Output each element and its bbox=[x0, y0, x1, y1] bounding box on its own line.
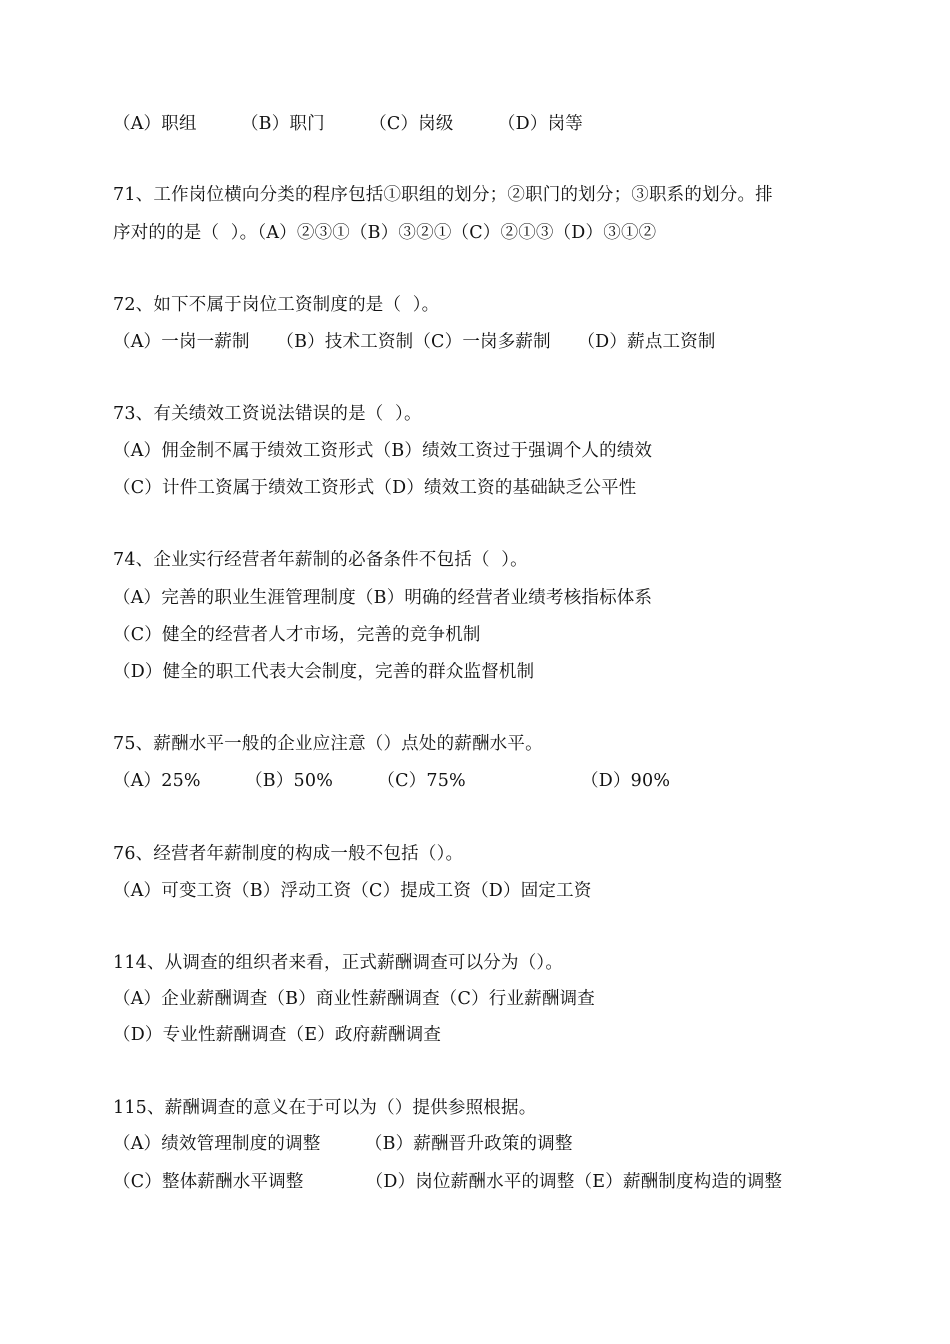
q70-options: （A）职组 （B）职门 （C）岗级 （D）岗等 bbox=[113, 114, 583, 134]
q74-stem: 74、企业实行经营者年薪制的必备条件不包括（ ）。 bbox=[113, 550, 528, 570]
q76-stem: 76、经营者年薪制度的构成一般不包括（）。 bbox=[113, 844, 464, 864]
q73-options-1: （A）佣金制不属于绩效工资形式（B）绩效工资过于强调个人的绩效 bbox=[113, 441, 653, 461]
q115-stem: 115、薪酬调查的意义在于可以为（）提供参照根据。 bbox=[113, 1098, 537, 1118]
q75-stem: 75、薪酬水平一般的企业应注意（）点处的薪酬水平。 bbox=[113, 734, 543, 754]
q71-stem: 71、工作岗位横向分类的程序包括①职组的划分；②职门的划分；③职系的划分。排 bbox=[113, 185, 773, 205]
q73-stem: 73、有关绩效工资说法错误的是（ ）。 bbox=[113, 404, 422, 424]
q114-options-2: （D）专业性薪酬调查（E）政府薪酬调查 bbox=[113, 1025, 442, 1045]
q72-stem: 72、如下不属于岗位工资制度的是（ ）。 bbox=[113, 295, 440, 315]
q76-options: （A）可变工资（B）浮动工资（C）提成工资（D）固定工资 bbox=[113, 881, 592, 901]
q75-options: （A）25% （B）50% （C）75% （D）90% bbox=[113, 771, 671, 791]
q74-options-1: （A）完善的职业生涯管理制度（B）明确的经营者业绩考核指标体系 bbox=[113, 588, 653, 608]
q115-options-2: （C）整体薪酬水平调整 （D）岗位薪酬水平的调整（E）薪酬制度构造的调整 bbox=[113, 1172, 783, 1192]
q73-options-2: （C）计件工资属于绩效工资形式（D）绩效工资的基础缺乏公平性 bbox=[113, 478, 637, 498]
q74-options-2: （C）健全的经营者人才市场，完善的竞争机制 bbox=[113, 625, 481, 645]
q72-options: （A）一岗一薪制 （B）技术工资制（C）一岗多薪制 （D）薪点工资制 bbox=[113, 332, 716, 352]
q114-stem: 114、从调查的组织者来看，正式薪酬调查可以分为（）。 bbox=[113, 953, 564, 973]
q74-options-3: （D）健全的职工代表大会制度，完善的群众监督机制 bbox=[113, 662, 535, 682]
q115-options-1: （A）绩效管理制度的调整 （B）薪酬晋升政策的调整 bbox=[113, 1134, 573, 1154]
q71-stem-cont: 序对的的是（ ）。（A）②③①（B）③②①（C）②①③（D）③①② bbox=[113, 223, 657, 243]
q114-options-1: （A）企业薪酬调查（B）商业性薪酬调查（C）行业薪酬调查 bbox=[113, 989, 595, 1009]
